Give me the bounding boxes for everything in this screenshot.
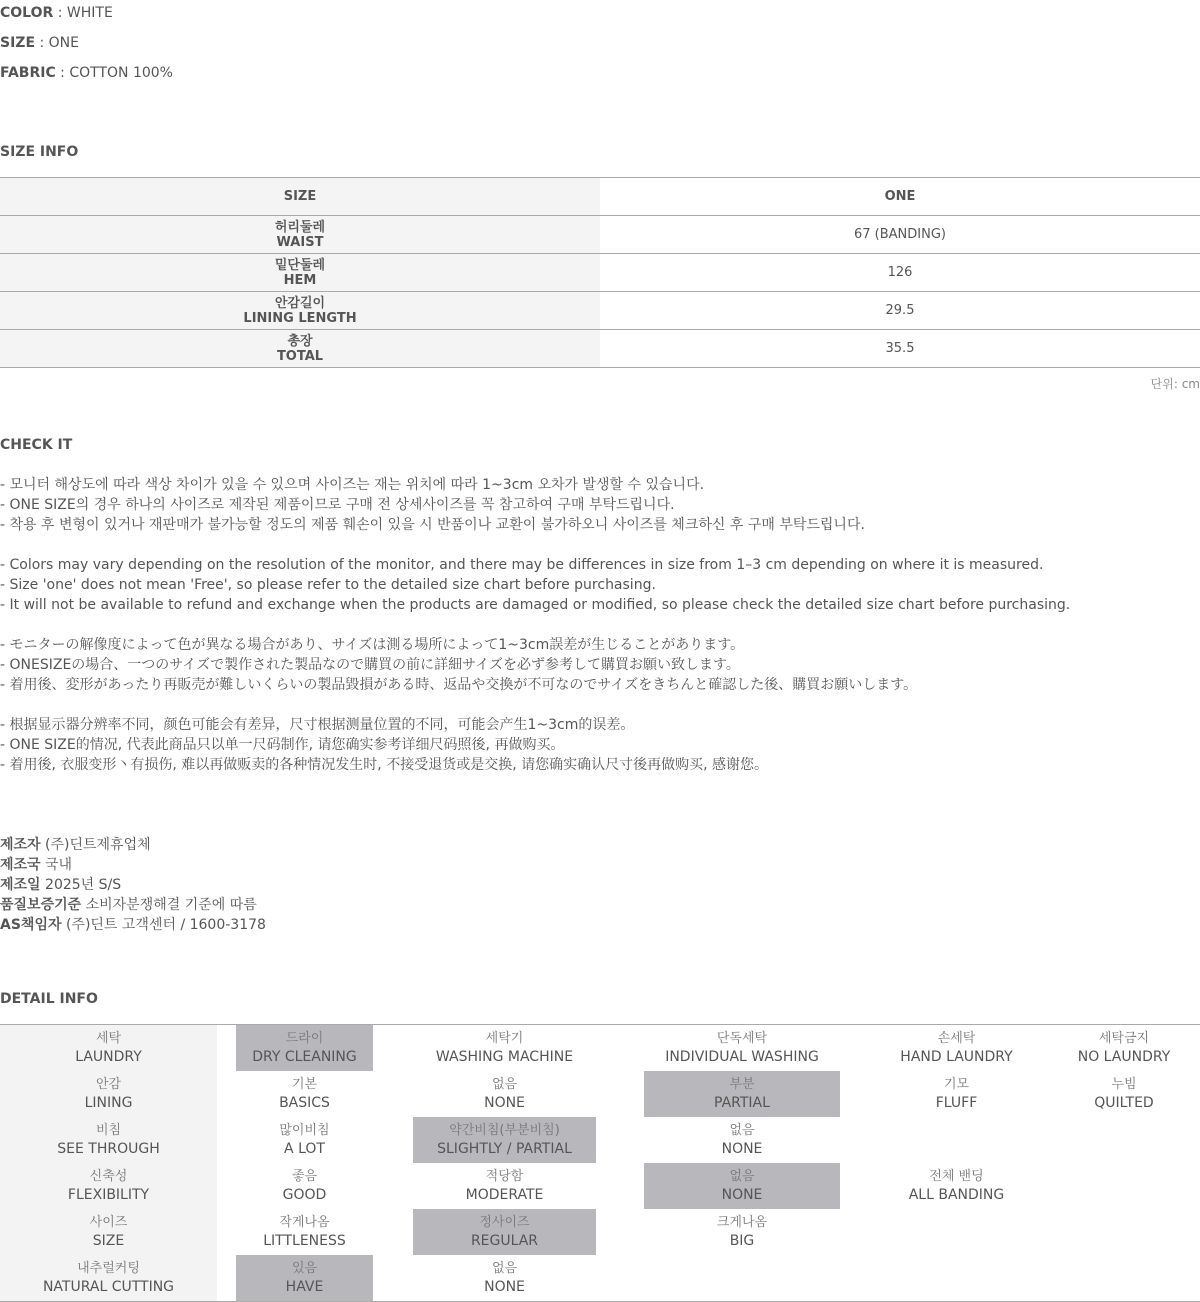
detail-option: 기본 BASICS (279, 1077, 330, 1111)
detail-option: 적당함 MODERATE (465, 1169, 544, 1203)
detail-option-selected: 없음 NONE (644, 1163, 840, 1209)
check-it-title: CHECK IT (0, 437, 73, 453)
detail-option: 없음 NONE (721, 1123, 763, 1157)
detail-option: 누빔 QUILTED (1094, 1077, 1154, 1111)
size-row-lining: 안감길이 LINING LENGTH 29.5 (0, 292, 1200, 330)
detail-option: 많이비침 A LOT (279, 1123, 330, 1157)
detail-option: 좋음 GOOD (282, 1169, 327, 1203)
detail-option: 없음 NONE (484, 1077, 525, 1111)
detail-info-title: DETAIL INFO (0, 991, 98, 1007)
maker-row: 제조일 2025년 S/S (0, 877, 122, 893)
detail-option: 세탁금지 NO LAUNDRY (1077, 1031, 1171, 1065)
maker-row: 품질보증기준 소비자분쟁해결 기준에 따름 (0, 897, 257, 913)
detail-option-selected: 약간비침(부분비침) SLIGHTLY / PARTIAL (413, 1117, 596, 1163)
size-table (0, 177, 1200, 368)
detail-row-label: 세탁 LAUNDRY (75, 1031, 142, 1065)
detail-row-label: 비침 SEE THROUGH (57, 1123, 160, 1157)
maker-row: 제조자 (주)딘트제휴업체 (0, 837, 151, 853)
detail-option: 세탁기 WASHING MACHINE (435, 1031, 574, 1065)
detail-option: 손세탁 HAND LAUNDRY (900, 1031, 1013, 1065)
size-row-total: 총장 TOTAL 35.5 (0, 330, 1200, 368)
maker-row: 제조국 국내 (0, 857, 73, 873)
notes-ko: - 모니터 해상도에 따라 색상 차이가 있을 수 있으며 사이즈는 재는 위치에 따라 1~3cm 오차가 발생할 수 있습니다. - ONE SIZE의 경우 하나의 사이즈로 제작된 제품이므로 구매 전 상세사이즈를 꼭 참고하여 구매 부탁드립니다. - 착용 후 변형이 있거나 재판매가 불가능할 정도의 제품 훼손이 있을 시 반품이나 교환이 불가하오니 사이즈를 체크하신 후 구매 부탁드립니다. (0, 477, 865, 533)
detail-row-label: 신축성 FLEXIBILITY (67, 1169, 150, 1203)
notes-ja: - モニターの解像度によって色が異なる場合があり、サイズは測る場所によって1~3cm誤差が生じることがあります。 - ONESIZEの場合、一つのサイズで製作された製品なので購買の前に詳細サイズを必ず参考して購買お願い致します。 - 着用後、変形があったり再販売が難しいくらいの製品毀損がある時、返品や交換が不可なのでサイズをきちんと確認した後、購買お願いします。 (0, 637, 918, 693)
detail-row-label: 안감 LINING (84, 1077, 133, 1111)
size-info-title: SIZE INFO (0, 144, 79, 160)
size-table-header: SIZE ONE (0, 178, 1200, 216)
size-row-hem: 밑단둘레 HEM 126 (0, 254, 1200, 292)
detail-table (0, 1024, 1200, 1302)
fabric-spec: FABRIC : COTTON 100% (0, 65, 173, 81)
detail-option-selected: 정사이즈 REGULAR (413, 1209, 596, 1255)
maker-info (0, 835, 266, 935)
detail-option: 크게나옴 BIG (716, 1215, 768, 1249)
detail-option: 작게나옴 LITTLENESS (263, 1215, 346, 1249)
color-spec: COLOR : WHITE (0, 5, 113, 21)
size-spec: SIZE : ONE (0, 35, 79, 51)
unit-label: 단위: cm (1150, 377, 1200, 391)
check-it-notes (0, 475, 1200, 795)
notes-zh: - 根据显示器分辨率不同，颜色可能会有差异，尺寸根据测量位置的不同，可能会产生1~3cm的误差。 - ONE SIZE的情况, 代表此商品只以单一尺码制作, 请您确实参考详细尺码照後, 再做购买。 - 着用後, 衣服变形丶有损伤, 难以再做贩卖的各种情况发生时, 不接受退货或是交换, 请您确实确认尺寸後再做购买, 感谢您。 (0, 717, 769, 773)
notes-en: - Colors may vary depending on the resolution of the monitor, and there may be differences in size from 1–3 cm depending on where it is measured. - Size 'one' does not mean 'Free', so please refer to the detailed size chart before purchasing. - It will not be available to refund and exchange when the products are damaged or modified, so please check the detailed size chart before purchasing. (0, 557, 1071, 613)
detail-option: 단독세탁 INDIVIDUAL WASHING (665, 1031, 819, 1065)
detail-option-selected: 드라이 DRY CLEANING (236, 1025, 373, 1071)
detail-option: 기모 FLUFF (935, 1077, 978, 1111)
maker-row: AS책임자 (주)딘트 고객센터 / 1600-3178 (0, 917, 266, 933)
detail-option-selected: 있음 HAVE (236, 1255, 373, 1301)
detail-option-selected: 부분 PARTIAL (644, 1071, 840, 1117)
detail-option: 전체 밴딩 ALL BANDING (908, 1169, 1005, 1203)
detail-row-label: 사이즈 SIZE (89, 1215, 128, 1249)
detail-row-label: 내추럴커팅 NATURAL CUTTING (42, 1261, 175, 1295)
detail-option: 없음 NONE (484, 1261, 525, 1295)
size-row-waist: 허리둘레 WAIST 67 (BANDING) (0, 216, 1200, 254)
